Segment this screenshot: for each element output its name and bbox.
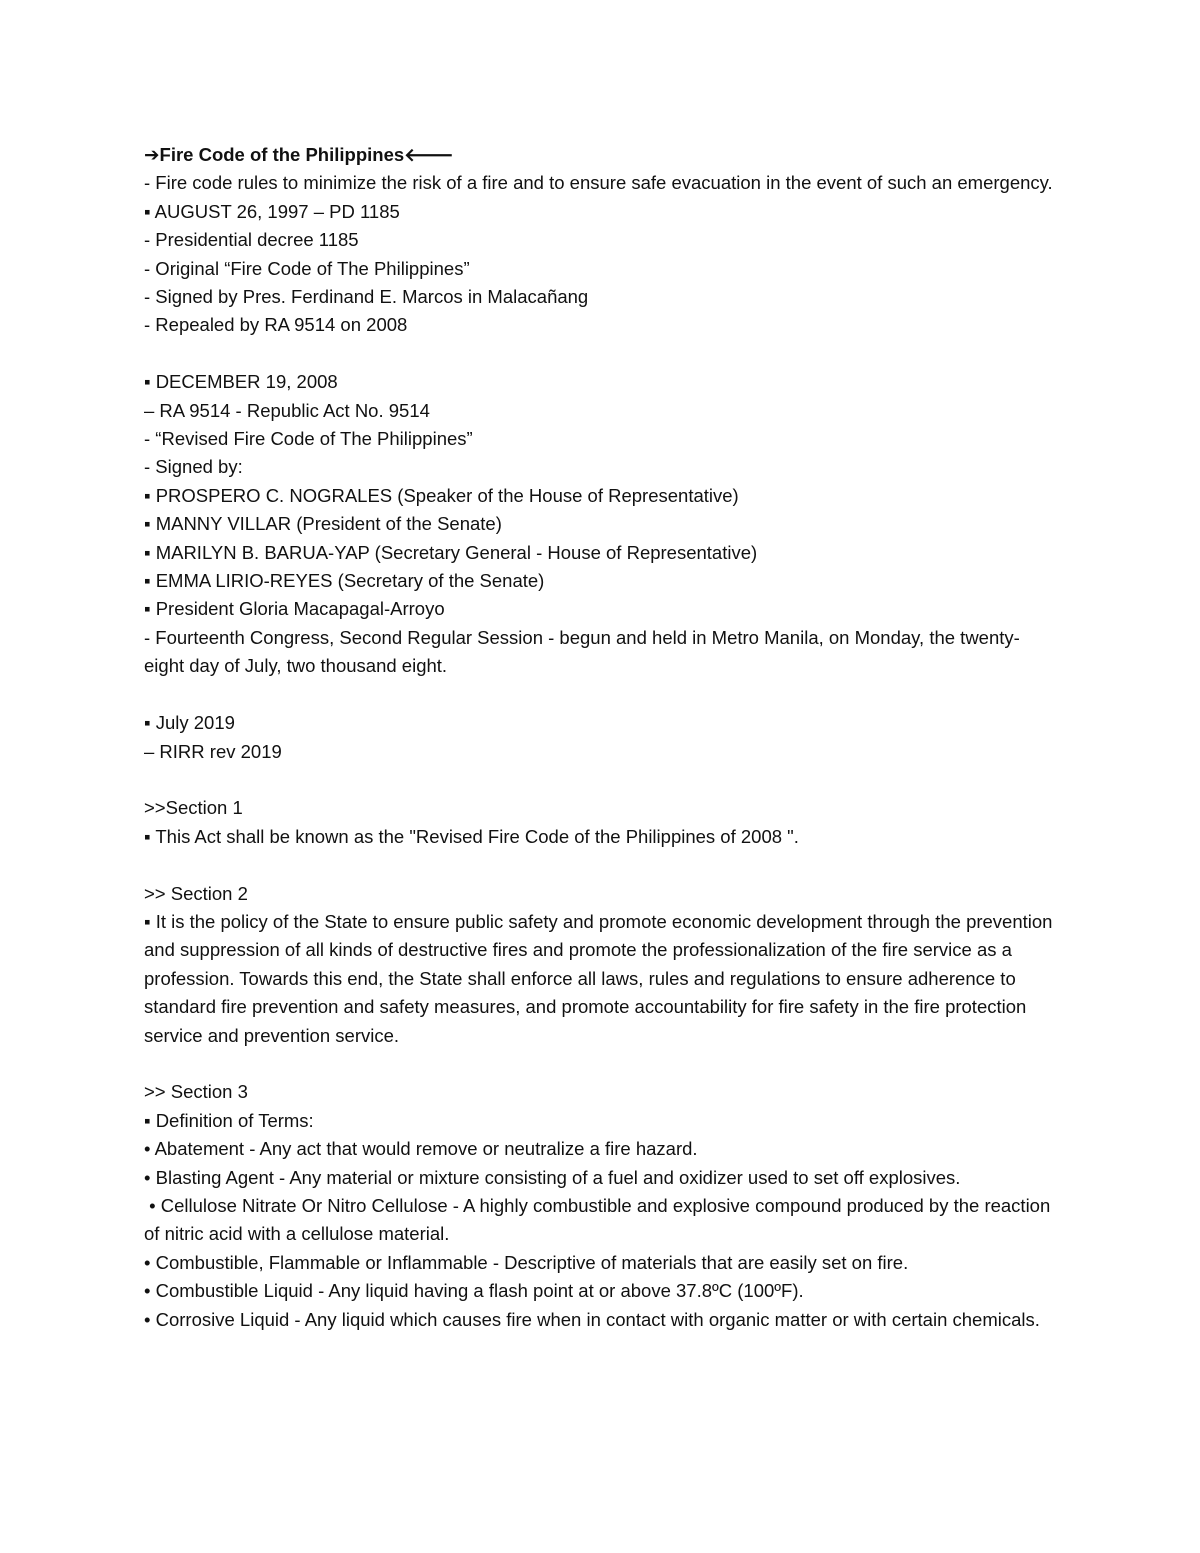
text-line: – RIRR rev 2019	[144, 740, 282, 762]
text-line: ▪ Definition of Terms:	[144, 1109, 314, 1131]
blank-line	[144, 851, 1054, 879]
text-line: - Fire code rules to minimize the risk of a fire and to ensure safe evacuation in the event of such an emergency.	[144, 172, 1053, 194]
text-line: - Original “Fire Code of The Philippines”	[144, 257, 470, 279]
text-line: - Fourteenth Congress, Second Regular Session - begun and held in Metro Manila, on Monday, the twenty-eight day of July, two thousand eight.	[144, 626, 1020, 677]
text-line: ▪ July 2019	[144, 712, 235, 734]
text-line: ▪ AUGUST 26, 1997 – PD 1185	[144, 200, 400, 222]
text-line: - Signed by Pres. Ferdinand E. Marcos in Malacañang	[144, 286, 589, 308]
text-line: >> Section 3	[144, 1081, 248, 1103]
document-page	[144, 141, 1058, 1334]
text-line: • Combustible, Flammable or Inflammable - Descriptive of materials that are easily set on fire.	[144, 1251, 909, 1273]
text-line: • Abatement - Any act that would remove or neutralize a fire hazard.	[144, 1138, 698, 1160]
text-line: - Repealed by RA 9514 on 2008	[144, 314, 408, 336]
blank-line	[144, 340, 1054, 368]
text-line: • Cellulose Nitrate Or Nitro Cellulose - A highly combustible and explosive compound produced by the reaction of nitric acid with a cellulose material.	[144, 1194, 1056, 1245]
text-line: ▪ This Act shall be known as the "Revised Fire Code of the Philippines of 2008 ".	[144, 825, 799, 847]
text-line: >> Section 2	[144, 882, 248, 904]
text-line: ▪ MANNY VILLAR (President of the Senate)	[144, 513, 502, 535]
title-text: Fire Code of the Philippines	[159, 144, 405, 165]
text-line: ▪ MARILYN B. BARUA-YAP (Secretary General - House of Representative)	[144, 541, 758, 563]
text-line: ▪ EMMA LIRIO-REYES (Secretary of the Senate)	[144, 570, 545, 592]
text-line: • Blasting Agent - Any material or mixture consisting of a fuel and oxidizer used to set off explosives.	[144, 1166, 961, 1188]
text-line: - Presidential decree 1185	[144, 229, 359, 251]
text-line: – RA 9514 - Republic Act No. 9514	[144, 399, 430, 421]
text-line: - Signed by:	[144, 456, 243, 478]
left-arrow-icon: 🡐	[404, 144, 454, 165]
text-line: • Combustible Liquid - Any liquid having a flash point at or above 37.8ºC (100ºF).	[144, 1280, 804, 1302]
document-title	[144, 141, 1054, 169]
blank-line	[144, 1050, 1054, 1078]
text-line: ▪ PROSPERO C. NOGRALES (Speaker of the House of Representative)	[144, 484, 739, 506]
text-line: >>Section 1	[144, 797, 243, 819]
text-line: ▪ DECEMBER 19, 2008	[144, 371, 338, 393]
blank-line	[144, 766, 1054, 794]
blank-line	[144, 681, 1054, 709]
text-line: • Corrosive Liquid - Any liquid which causes fire when in contact with organic matter or with certain chemicals.	[144, 1308, 1040, 1330]
document-body	[144, 169, 1058, 1334]
text-line: ▪ President Gloria Macapagal-Arroyo	[144, 598, 445, 620]
text-line: - “Revised Fire Code of The Philippines”	[144, 428, 473, 450]
right-arrow-icon: ➔	[144, 144, 160, 165]
text-line: ▪ It is the policy of the State to ensure public safety and promote economic development through the prevention and suppression of all kinds of destructive fires and promote the professionalization of the fire service as a profession. Towards this end, the State shall enforce all laws, rules and regulations to ensure adherence to standard fire prevention and safety measures, and promote accountability for fire safety in the fire protection service and prevention service.	[144, 910, 1058, 1046]
